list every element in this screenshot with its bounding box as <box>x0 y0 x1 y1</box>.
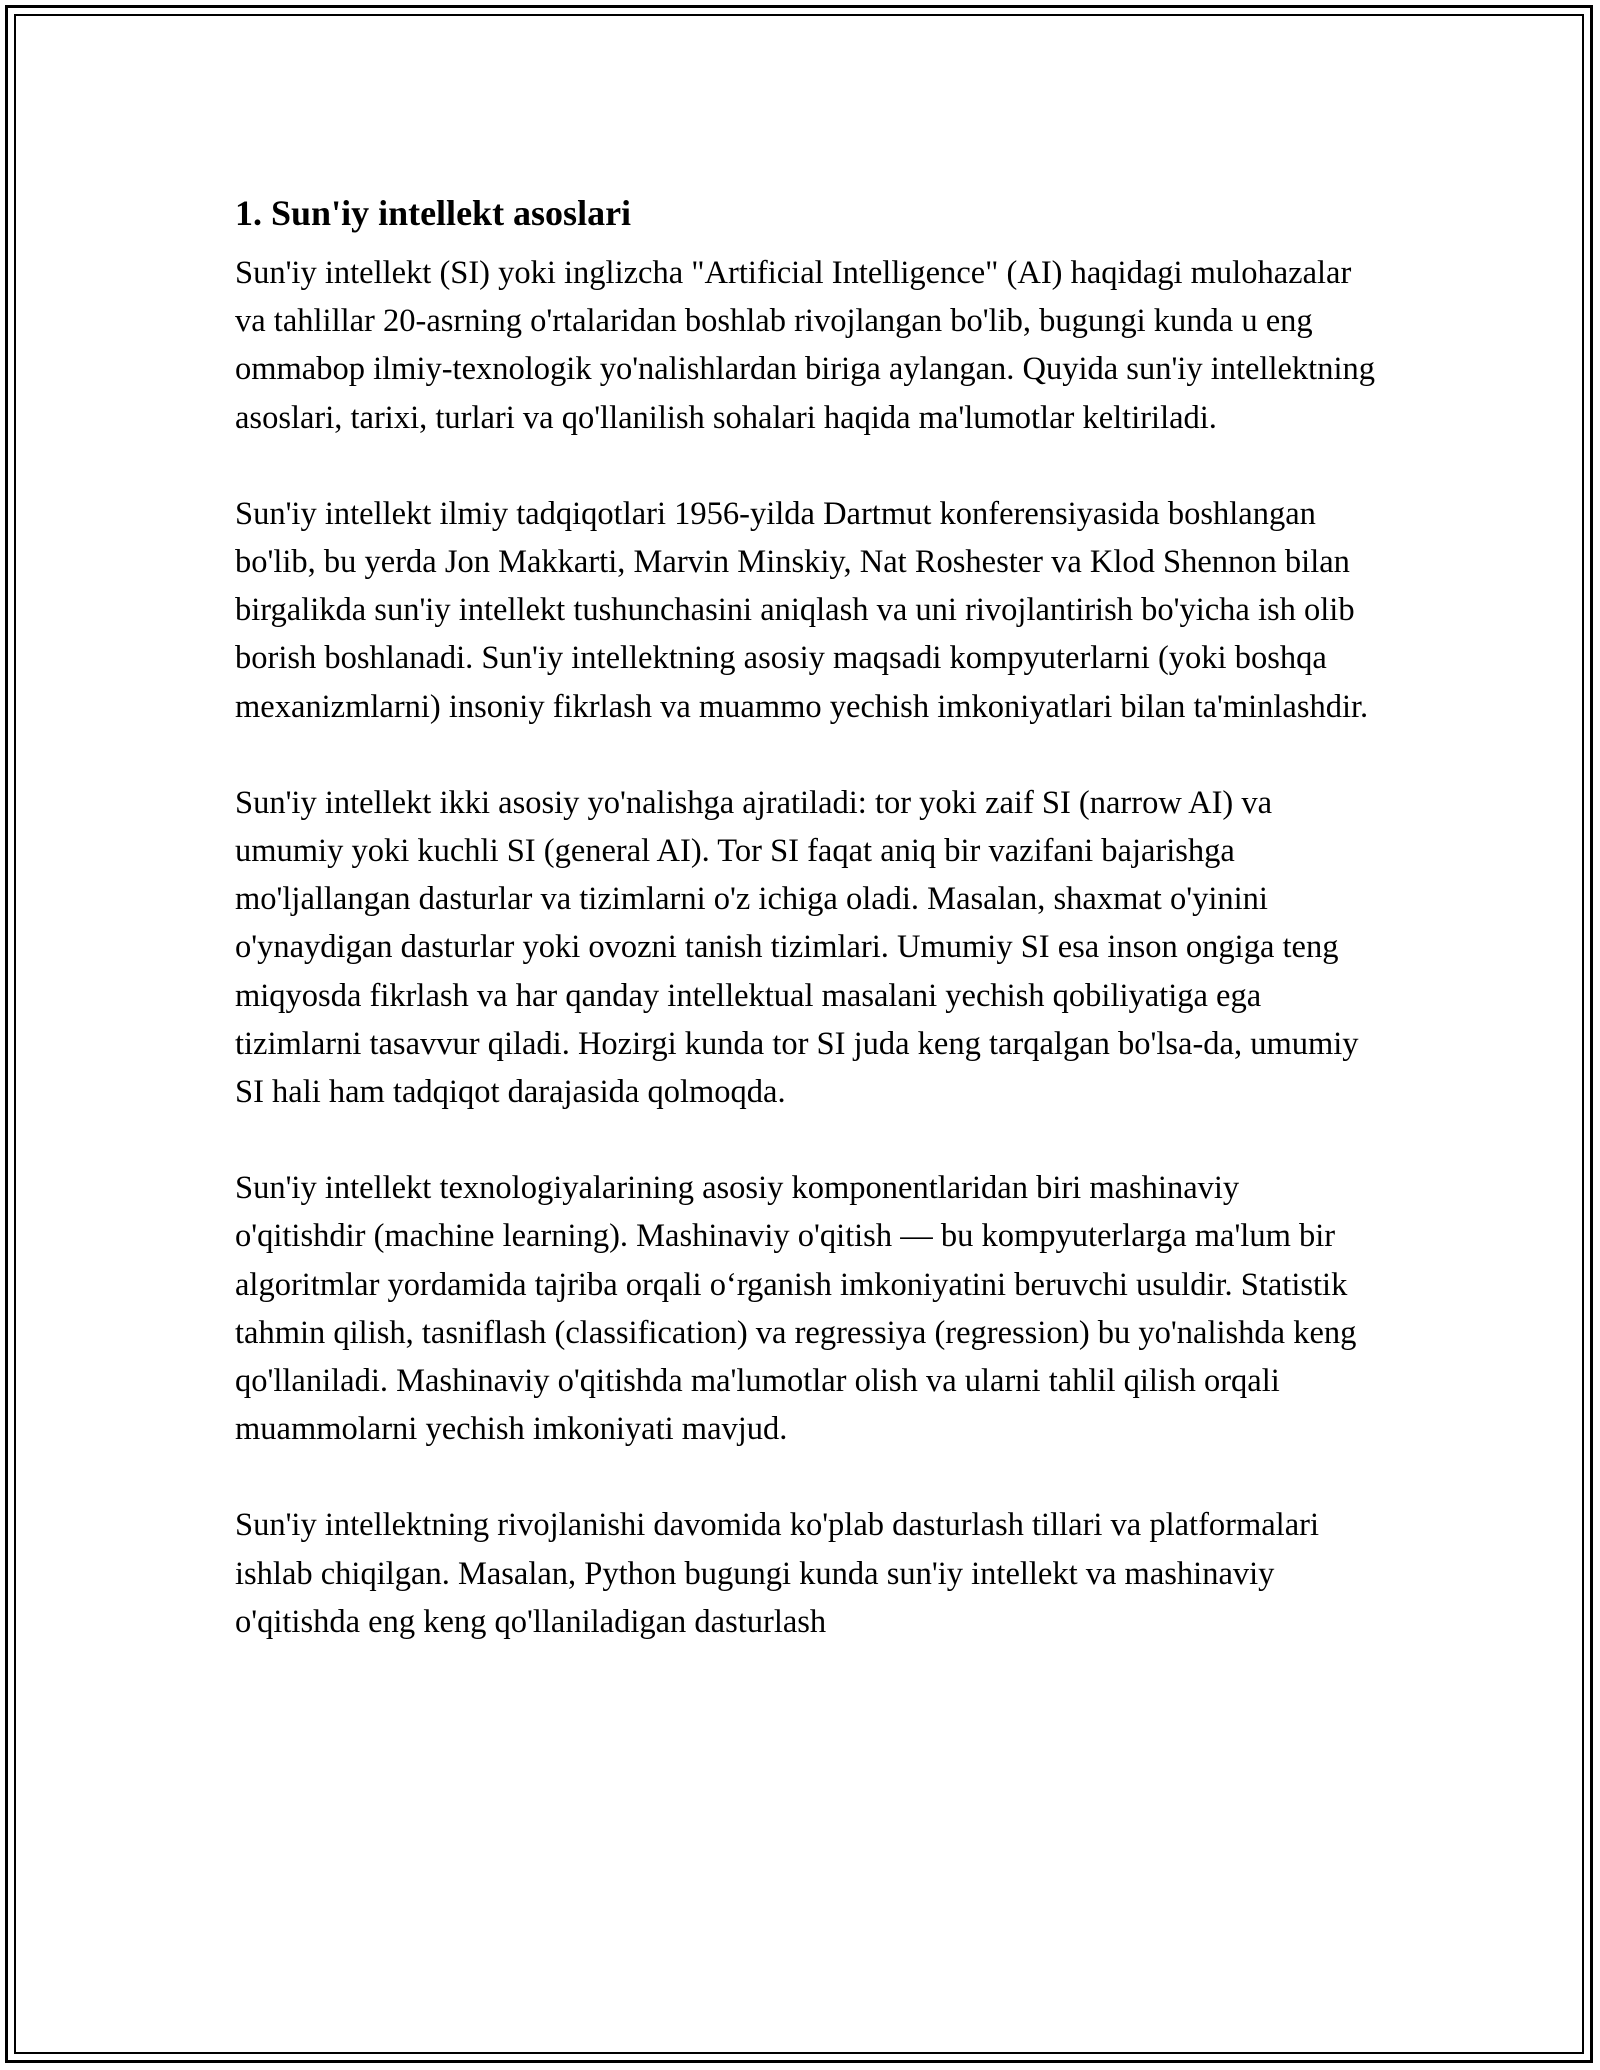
paragraph-languages: Sun'iy intellektning rivojlanishi davomida ko'plab dasturlash tillari va platformalari ishlab chiqilgan. Masalan, Python bugungi kunda sun'iy intellekt va mashinaviy o'qitishda eng keng qo'llaniladigan dasturlash <box>235 1507 1319 1640</box>
section-heading: 1. Sun'iy intellekt asoslari <box>235 193 632 233</box>
document-body <box>235 187 1375 1694</box>
paragraph-intro: Sun'iy intellekt (SI) yoki inglizcha "Artificial Intelligence" (AI) haqidagi mulohazalar va tahlillar 20-asrning o'rtalaridan boshlab rivojlangan bo'lib, bugungi kunda u eng ommabop ilmiy-texnologik yo'nalishlardan biriga aylangan. Quyida sun'iy intellektning asoslari, tarixi, turlari va qo'llanilish sohalari haqida ma'lumotlar keltiriladi. <box>235 255 1375 436</box>
paragraph-machine-learning: Sun'iy intellekt texnologiyalarining asosiy komponentlaridan biri mashinaviy o'qitishdir (machine learning). Mashinaviy o'qitish — bu kompyuterlarga ma'lum bir algoritmlar yordamida tajriba orqali o‘rganish imkoniyatini beruvchi usuldir. Statistik tahmin qilish, tasniflash (classification) va regressiya (regression) bu yo'nalishda keng qo'llaniladi. Mashinaviy o'qitishda ma'lumotlar olish va ularni tahlil qilish orqali muammolarni yechish imkoniyati mavjud. <box>235 1170 1357 1448</box>
paragraph-history: Sun'iy intellekt ilmiy tadqiqotlari 1956-yilda Dartmut konferensiyasida boshlangan bo'lib, bu yerda Jon Makkarti, Marvin Minskiy, Nat Roshester va Klod Shennon bilan birgalikda sun'iy intellekt tushunchasini aniqlash va uni rivojlantirish bo'yicha ish olib borish boshlanadi. Sun'iy intellektning asosiy maqsadi kompyuterlarni (yoki boshqa mexanizmlarni) insoniy fikrlash va muammo yechish imkoniyatlari bilan ta'minlashdir. <box>235 495 1369 725</box>
paragraph-types: Sun'iy intellekt ikki asosiy yo'nalishga ajratiladi: tor yoki zaif SI (narrow AI) va umumiy yoki kuchli SI (general AI). Tor SI faqat aniq bir vazifani bajarishga mo'ljallangan dasturlar va tizimlarni o'z ichiga oladi. Masalan, shaxmat o'yinini o'ynaydigan dasturlar yoki ovozni tanish tizimlari. Umumiy SI esa inson ongiga teng miqyosda fikrlash va har qanday intellektual masalani yechish qobiliyatiga ega tizimlarni tasavvur qiladi. Hozirgi kunda tor SI juda keng tarqalgan bo'lsa-da, umumiy SI hali ham tadqiqot darajasida qolmoqda. <box>235 784 1359 1111</box>
